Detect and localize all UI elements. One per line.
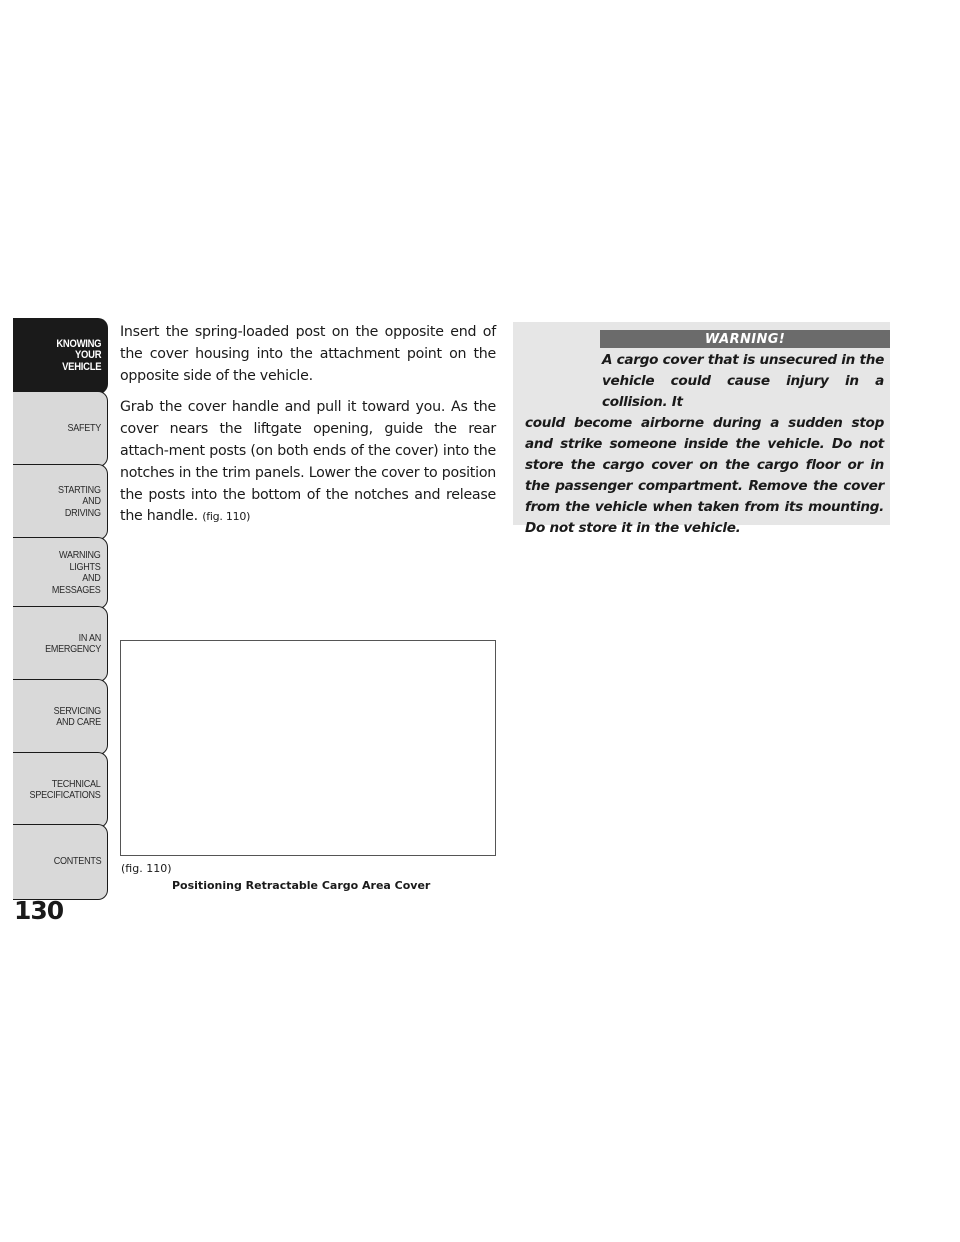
warning-text-first: A cargo cover that is unsecured in the vehicle could cause injury in a collision. It: [602, 352, 884, 410]
tab-servicing-and-care[interactable]: [13, 679, 108, 755]
paragraph: Insert the spring-loaded post on the opposite end of the cover housing into the attachment point on the opposite side of the vehicle.: [120, 324, 496, 384]
warning-text-rest: could become airborne during a sudden stop and strike someone inside the vehicle. Do not store the cargo cover on the cargo floor or in the passenger compartment. Remove the cover from the vehicle when taken from its mounting. Do not store it in the vehicle.: [525, 415, 884, 536]
tab-contents[interactable]: [13, 824, 108, 900]
warning-title: WARNING!: [600, 330, 890, 348]
tab-label: WARNING LIGHTS AND MESSAGES: [52, 549, 101, 596]
tab-label: CONTENTS: [53, 855, 101, 868]
warning-text: [525, 350, 884, 539]
tab-technical-specifications[interactable]: [13, 752, 108, 828]
paragraph: [120, 397, 496, 528]
tab-label: SERVICING AND CARE: [53, 704, 101, 728]
figure-reference[interactable]: (fig. 110): [202, 510, 251, 524]
body-text-column: [120, 322, 496, 538]
figure-image-placeholder: [120, 640, 496, 856]
figure-label: (fig. 110): [121, 862, 172, 875]
tab-in-an-emergency[interactable]: [13, 606, 108, 682]
figure-caption: Positioning Retractable Cargo Area Cover: [172, 879, 431, 892]
tab-label: STARTING AND DRIVING: [58, 483, 101, 519]
tab-label: KNOWING YOUR VEHICLE: [56, 337, 101, 373]
tab-safety[interactable]: [13, 391, 108, 467]
tab-label: TECHNICAL SPECIFICATIONS: [30, 777, 101, 801]
tab-label: SAFETY: [67, 422, 101, 435]
tab-warning-lights-and-messages[interactable]: [13, 537, 108, 609]
tab-knowing-your-vehicle[interactable]: [13, 318, 108, 394]
tab-label: IN AN EMERGENCY: [45, 631, 101, 655]
paragraph-text: Grab the cover handle and pull it toward you. As the cover nears the liftgate opening, guide the rear attach-ment posts (on both ends of the cover) into the notches in the trim panels. Lower the cover to position the posts into the bottom of the notches and release the handle.: [120, 399, 496, 525]
warning-box: [513, 322, 890, 536]
tab-starting-and-driving[interactable]: [13, 464, 108, 540]
page-number: 130: [14, 896, 64, 925]
